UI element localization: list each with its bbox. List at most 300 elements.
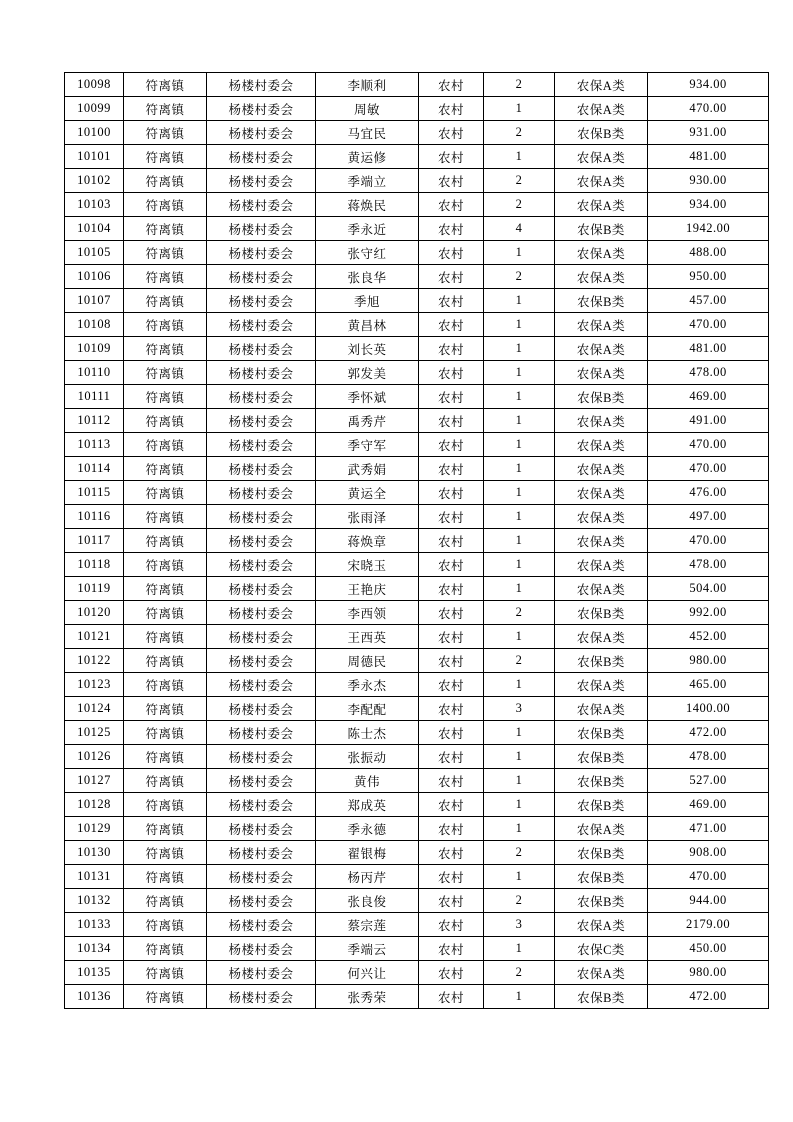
cell-person-name: 武秀娟	[316, 457, 419, 481]
cell-person-name: 黄伟	[316, 769, 419, 793]
cell-town: 符离镇	[124, 433, 207, 457]
cell-town: 符离镇	[124, 241, 207, 265]
table-row	[65, 841, 769, 865]
cell-person-count: 2	[484, 961, 555, 985]
cell-record-id: 10131	[65, 865, 124, 889]
cell-village-committee: 杨楼村委会	[207, 457, 316, 481]
cell-town: 符离镇	[124, 409, 207, 433]
cell-record-id: 10134	[65, 937, 124, 961]
cell-amount: 491.00	[648, 409, 769, 433]
cell-record-id: 10109	[65, 337, 124, 361]
cell-village-committee: 杨楼村委会	[207, 73, 316, 97]
cell-amount: 992.00	[648, 601, 769, 625]
cell-village-committee: 杨楼村委会	[207, 697, 316, 721]
cell-village-committee: 杨楼村委会	[207, 529, 316, 553]
table-row	[65, 553, 769, 577]
table-row	[65, 889, 769, 913]
cell-person-name: 李顺利	[316, 73, 419, 97]
cell-amount: 470.00	[648, 313, 769, 337]
table-row	[65, 865, 769, 889]
cell-person-name: 蒋焕民	[316, 193, 419, 217]
table-row	[65, 433, 769, 457]
cell-person-name: 郑成英	[316, 793, 419, 817]
cell-village-committee: 杨楼村委会	[207, 553, 316, 577]
cell-town: 符离镇	[124, 529, 207, 553]
table-row	[65, 673, 769, 697]
cell-town: 符离镇	[124, 649, 207, 673]
cell-record-id: 10107	[65, 289, 124, 313]
cell-village-committee: 杨楼村委会	[207, 625, 316, 649]
cell-person-count: 2	[484, 169, 555, 193]
cell-residence-type: 农村	[419, 169, 484, 193]
cell-residence-type: 农村	[419, 793, 484, 817]
cell-insurance-category: 农保A类	[555, 433, 648, 457]
cell-amount: 2179.00	[648, 913, 769, 937]
cell-person-count: 1	[484, 721, 555, 745]
cell-insurance-category: 农保A类	[555, 577, 648, 601]
cell-person-count: 3	[484, 697, 555, 721]
cell-amount: 478.00	[648, 745, 769, 769]
cell-town: 符离镇	[124, 865, 207, 889]
cell-residence-type: 农村	[419, 721, 484, 745]
cell-insurance-category: 农保B类	[555, 745, 648, 769]
table-row	[65, 121, 769, 145]
cell-person-name: 蔡宗莲	[316, 913, 419, 937]
table-row	[65, 289, 769, 313]
cell-amount: 980.00	[648, 649, 769, 673]
cell-village-committee: 杨楼村委会	[207, 145, 316, 169]
cell-record-id: 10120	[65, 601, 124, 625]
cell-person-count: 1	[484, 745, 555, 769]
cell-residence-type: 农村	[419, 193, 484, 217]
cell-record-id: 10103	[65, 193, 124, 217]
cell-residence-type: 农村	[419, 769, 484, 793]
cell-residence-type: 农村	[419, 97, 484, 121]
cell-amount: 527.00	[648, 769, 769, 793]
cell-record-id: 10123	[65, 673, 124, 697]
cell-amount: 497.00	[648, 505, 769, 529]
cell-town: 符离镇	[124, 169, 207, 193]
cell-person-count: 4	[484, 217, 555, 241]
cell-amount: 470.00	[648, 433, 769, 457]
cell-residence-type: 农村	[419, 985, 484, 1009]
cell-amount: 470.00	[648, 865, 769, 889]
cell-record-id: 10111	[65, 385, 124, 409]
cell-record-id: 10110	[65, 361, 124, 385]
cell-person-name: 宋晓玉	[316, 553, 419, 577]
cell-residence-type: 农村	[419, 265, 484, 289]
cell-amount: 471.00	[648, 817, 769, 841]
benefits-table	[64, 72, 769, 1009]
cell-person-count: 1	[484, 529, 555, 553]
cell-village-committee: 杨楼村委会	[207, 97, 316, 121]
cell-amount: 470.00	[648, 457, 769, 481]
cell-person-name: 季永德	[316, 817, 419, 841]
cell-town: 符离镇	[124, 313, 207, 337]
cell-village-committee: 杨楼村委会	[207, 337, 316, 361]
table-row	[65, 409, 769, 433]
cell-amount: 1942.00	[648, 217, 769, 241]
cell-residence-type: 农村	[419, 217, 484, 241]
cell-person-name: 黄运全	[316, 481, 419, 505]
cell-residence-type: 农村	[419, 961, 484, 985]
cell-record-id: 10125	[65, 721, 124, 745]
cell-insurance-category: 农保B类	[555, 889, 648, 913]
cell-person-count: 1	[484, 769, 555, 793]
cell-person-count: 1	[484, 577, 555, 601]
cell-insurance-category: 农保A类	[555, 481, 648, 505]
cell-person-count: 2	[484, 73, 555, 97]
cell-insurance-category: 农保A类	[555, 409, 648, 433]
cell-person-count: 1	[484, 937, 555, 961]
table-row	[65, 769, 769, 793]
cell-record-id: 10122	[65, 649, 124, 673]
cell-person-name: 张良俊	[316, 889, 419, 913]
cell-residence-type: 农村	[419, 625, 484, 649]
cell-record-id: 10132	[65, 889, 124, 913]
cell-record-id: 10100	[65, 121, 124, 145]
cell-village-committee: 杨楼村委会	[207, 673, 316, 697]
table-row	[65, 145, 769, 169]
cell-record-id: 10116	[65, 505, 124, 529]
table-row	[65, 961, 769, 985]
cell-person-name: 张良华	[316, 265, 419, 289]
table-row	[65, 649, 769, 673]
table-row	[65, 937, 769, 961]
cell-insurance-category: 农保B类	[555, 865, 648, 889]
cell-village-committee: 杨楼村委会	[207, 985, 316, 1009]
cell-person-count: 2	[484, 649, 555, 673]
cell-record-id: 10108	[65, 313, 124, 337]
cell-amount: 476.00	[648, 481, 769, 505]
cell-insurance-category: 农保A类	[555, 817, 648, 841]
cell-person-count: 1	[484, 985, 555, 1009]
table-row	[65, 625, 769, 649]
benefits-table-body	[65, 73, 769, 1009]
cell-record-id: 10128	[65, 793, 124, 817]
cell-record-id: 10126	[65, 745, 124, 769]
cell-residence-type: 农村	[419, 649, 484, 673]
cell-residence-type: 农村	[419, 937, 484, 961]
cell-person-name: 黄运修	[316, 145, 419, 169]
cell-person-count: 1	[484, 361, 555, 385]
cell-town: 符离镇	[124, 337, 207, 361]
table-row	[65, 913, 769, 937]
cell-amount: 452.00	[648, 625, 769, 649]
cell-insurance-category: 农保B类	[555, 385, 648, 409]
cell-amount: 450.00	[648, 937, 769, 961]
cell-village-committee: 杨楼村委会	[207, 241, 316, 265]
cell-residence-type: 农村	[419, 745, 484, 769]
cell-insurance-category: 农保A类	[555, 241, 648, 265]
cell-town: 符离镇	[124, 553, 207, 577]
cell-record-id: 10119	[65, 577, 124, 601]
table-row	[65, 985, 769, 1009]
cell-village-committee: 杨楼村委会	[207, 769, 316, 793]
cell-town: 符离镇	[124, 985, 207, 1009]
cell-amount: 980.00	[648, 961, 769, 985]
cell-record-id: 10101	[65, 145, 124, 169]
cell-village-committee: 杨楼村委会	[207, 937, 316, 961]
cell-record-id: 10133	[65, 913, 124, 937]
cell-town: 符离镇	[124, 457, 207, 481]
cell-town: 符离镇	[124, 265, 207, 289]
cell-village-committee: 杨楼村委会	[207, 169, 316, 193]
cell-amount: 934.00	[648, 73, 769, 97]
cell-person-name: 王艳庆	[316, 577, 419, 601]
cell-insurance-category: 农保A类	[555, 145, 648, 169]
cell-person-count: 1	[484, 433, 555, 457]
cell-town: 符离镇	[124, 577, 207, 601]
cell-village-committee: 杨楼村委会	[207, 481, 316, 505]
cell-insurance-category: 农保B类	[555, 793, 648, 817]
cell-village-committee: 杨楼村委会	[207, 217, 316, 241]
cell-village-committee: 杨楼村委会	[207, 745, 316, 769]
cell-town: 符离镇	[124, 97, 207, 121]
cell-person-name: 陈士杰	[316, 721, 419, 745]
cell-amount: 950.00	[648, 265, 769, 289]
cell-insurance-category: 农保A类	[555, 73, 648, 97]
cell-record-id: 10106	[65, 265, 124, 289]
cell-record-id: 10127	[65, 769, 124, 793]
cell-town: 符离镇	[124, 697, 207, 721]
cell-residence-type: 农村	[419, 409, 484, 433]
cell-person-count: 2	[484, 265, 555, 289]
cell-village-committee: 杨楼村委会	[207, 817, 316, 841]
cell-town: 符离镇	[124, 601, 207, 625]
cell-person-name: 季端云	[316, 937, 419, 961]
cell-insurance-category: 农保A类	[555, 313, 648, 337]
cell-person-name: 张守红	[316, 241, 419, 265]
cell-residence-type: 农村	[419, 577, 484, 601]
cell-person-count: 3	[484, 913, 555, 937]
cell-amount: 470.00	[648, 529, 769, 553]
cell-person-name: 马宜民	[316, 121, 419, 145]
table-row	[65, 193, 769, 217]
cell-record-id: 10115	[65, 481, 124, 505]
table-row	[65, 697, 769, 721]
cell-person-count: 1	[484, 409, 555, 433]
cell-town: 符离镇	[124, 481, 207, 505]
cell-residence-type: 农村	[419, 145, 484, 169]
cell-amount: 469.00	[648, 385, 769, 409]
cell-amount: 488.00	[648, 241, 769, 265]
cell-residence-type: 农村	[419, 913, 484, 937]
cell-record-id: 10118	[65, 553, 124, 577]
cell-insurance-category: 农保A类	[555, 673, 648, 697]
cell-town: 符离镇	[124, 817, 207, 841]
cell-person-name: 郭发美	[316, 361, 419, 385]
cell-village-committee: 杨楼村委会	[207, 577, 316, 601]
cell-record-id: 10129	[65, 817, 124, 841]
cell-person-name: 翟银梅	[316, 841, 419, 865]
cell-insurance-category: 农保A类	[555, 337, 648, 361]
table-row	[65, 217, 769, 241]
cell-person-name: 季永近	[316, 217, 419, 241]
cell-amount: 504.00	[648, 577, 769, 601]
cell-insurance-category: 农保A类	[555, 553, 648, 577]
cell-amount: 481.00	[648, 145, 769, 169]
cell-town: 符离镇	[124, 961, 207, 985]
table-row	[65, 505, 769, 529]
cell-village-committee: 杨楼村委会	[207, 385, 316, 409]
cell-village-committee: 杨楼村委会	[207, 193, 316, 217]
cell-amount: 457.00	[648, 289, 769, 313]
cell-person-count: 1	[484, 97, 555, 121]
cell-person-count: 1	[484, 481, 555, 505]
cell-person-name: 杨丙芹	[316, 865, 419, 889]
cell-person-count: 2	[484, 121, 555, 145]
cell-residence-type: 农村	[419, 289, 484, 313]
cell-insurance-category: 农保B类	[555, 841, 648, 865]
cell-record-id: 10117	[65, 529, 124, 553]
cell-person-name: 张振动	[316, 745, 419, 769]
cell-village-committee: 杨楼村委会	[207, 961, 316, 985]
cell-town: 符离镇	[124, 385, 207, 409]
cell-residence-type: 农村	[419, 601, 484, 625]
table-row	[65, 169, 769, 193]
cell-town: 符离镇	[124, 769, 207, 793]
table-row	[65, 97, 769, 121]
cell-residence-type: 农村	[419, 697, 484, 721]
cell-person-count: 1	[484, 673, 555, 697]
table-row	[65, 529, 769, 553]
cell-village-committee: 杨楼村委会	[207, 793, 316, 817]
cell-person-count: 1	[484, 337, 555, 361]
cell-amount: 478.00	[648, 361, 769, 385]
cell-residence-type: 农村	[419, 865, 484, 889]
cell-village-committee: 杨楼村委会	[207, 409, 316, 433]
cell-person-name: 周德民	[316, 649, 419, 673]
cell-person-name: 周敏	[316, 97, 419, 121]
cell-town: 符离镇	[124, 361, 207, 385]
table-row	[65, 361, 769, 385]
cell-amount: 478.00	[648, 553, 769, 577]
cell-insurance-category: 农保A类	[555, 913, 648, 937]
cell-person-count: 1	[484, 865, 555, 889]
cell-village-committee: 杨楼村委会	[207, 601, 316, 625]
cell-town: 符离镇	[124, 745, 207, 769]
table-row	[65, 313, 769, 337]
cell-record-id: 10104	[65, 217, 124, 241]
cell-town: 符离镇	[124, 121, 207, 145]
cell-residence-type: 农村	[419, 457, 484, 481]
cell-residence-type: 农村	[419, 385, 484, 409]
cell-insurance-category: 农保C类	[555, 937, 648, 961]
cell-town: 符离镇	[124, 505, 207, 529]
table-row	[65, 793, 769, 817]
cell-insurance-category: 农保B类	[555, 769, 648, 793]
cell-record-id: 10136	[65, 985, 124, 1009]
cell-person-name: 季旭	[316, 289, 419, 313]
cell-town: 符离镇	[124, 673, 207, 697]
cell-insurance-category: 农保B类	[555, 601, 648, 625]
cell-amount: 931.00	[648, 121, 769, 145]
cell-amount: 469.00	[648, 793, 769, 817]
cell-town: 符离镇	[124, 145, 207, 169]
cell-person-name: 王西英	[316, 625, 419, 649]
table-row	[65, 817, 769, 841]
cell-insurance-category: 农保B类	[555, 721, 648, 745]
cell-person-name: 刘长英	[316, 337, 419, 361]
table-row	[65, 337, 769, 361]
cell-town: 符离镇	[124, 889, 207, 913]
cell-residence-type: 农村	[419, 121, 484, 145]
cell-amount: 944.00	[648, 889, 769, 913]
cell-town: 符离镇	[124, 937, 207, 961]
cell-residence-type: 农村	[419, 553, 484, 577]
cell-record-id: 10102	[65, 169, 124, 193]
cell-village-committee: 杨楼村委会	[207, 649, 316, 673]
cell-person-name: 张秀荣	[316, 985, 419, 1009]
cell-record-id: 10121	[65, 625, 124, 649]
table-row	[65, 745, 769, 769]
table-row	[65, 577, 769, 601]
cell-person-count: 1	[484, 241, 555, 265]
cell-person-name: 禹秀芹	[316, 409, 419, 433]
cell-insurance-category: 农保A类	[555, 505, 648, 529]
cell-insurance-category: 农保A类	[555, 361, 648, 385]
cell-amount: 930.00	[648, 169, 769, 193]
cell-person-name: 蒋焕章	[316, 529, 419, 553]
cell-town: 符离镇	[124, 721, 207, 745]
cell-person-name: 何兴让	[316, 961, 419, 985]
cell-village-committee: 杨楼村委会	[207, 121, 316, 145]
table-row	[65, 481, 769, 505]
cell-insurance-category: 农保A类	[555, 193, 648, 217]
cell-person-count: 1	[484, 793, 555, 817]
cell-village-committee: 杨楼村委会	[207, 505, 316, 529]
cell-town: 符离镇	[124, 289, 207, 313]
cell-person-name: 季端立	[316, 169, 419, 193]
cell-person-name: 张雨泽	[316, 505, 419, 529]
cell-village-committee: 杨楼村委会	[207, 889, 316, 913]
cell-insurance-category: 农保A类	[555, 169, 648, 193]
table-row	[65, 265, 769, 289]
cell-residence-type: 农村	[419, 73, 484, 97]
cell-village-committee: 杨楼村委会	[207, 361, 316, 385]
cell-town: 符离镇	[124, 913, 207, 937]
cell-village-committee: 杨楼村委会	[207, 913, 316, 937]
cell-person-count: 1	[484, 289, 555, 313]
cell-record-id: 10130	[65, 841, 124, 865]
cell-residence-type: 农村	[419, 481, 484, 505]
cell-amount: 934.00	[648, 193, 769, 217]
cell-record-id: 10113	[65, 433, 124, 457]
cell-insurance-category: 农保B类	[555, 985, 648, 1009]
cell-amount: 472.00	[648, 985, 769, 1009]
cell-residence-type: 农村	[419, 529, 484, 553]
table-row	[65, 385, 769, 409]
cell-amount: 481.00	[648, 337, 769, 361]
cell-person-count: 2	[484, 841, 555, 865]
table-row	[65, 73, 769, 97]
cell-town: 符离镇	[124, 73, 207, 97]
cell-residence-type: 农村	[419, 841, 484, 865]
cell-person-count: 1	[484, 313, 555, 337]
cell-village-committee: 杨楼村委会	[207, 289, 316, 313]
cell-insurance-category: 农保B类	[555, 217, 648, 241]
cell-person-count: 1	[484, 553, 555, 577]
cell-town: 符离镇	[124, 217, 207, 241]
cell-insurance-category: 农保A类	[555, 697, 648, 721]
table-row	[65, 241, 769, 265]
cell-insurance-category: 农保A类	[555, 529, 648, 553]
cell-village-committee: 杨楼村委会	[207, 265, 316, 289]
cell-residence-type: 农村	[419, 361, 484, 385]
cell-record-id: 10099	[65, 97, 124, 121]
cell-town: 符离镇	[124, 841, 207, 865]
